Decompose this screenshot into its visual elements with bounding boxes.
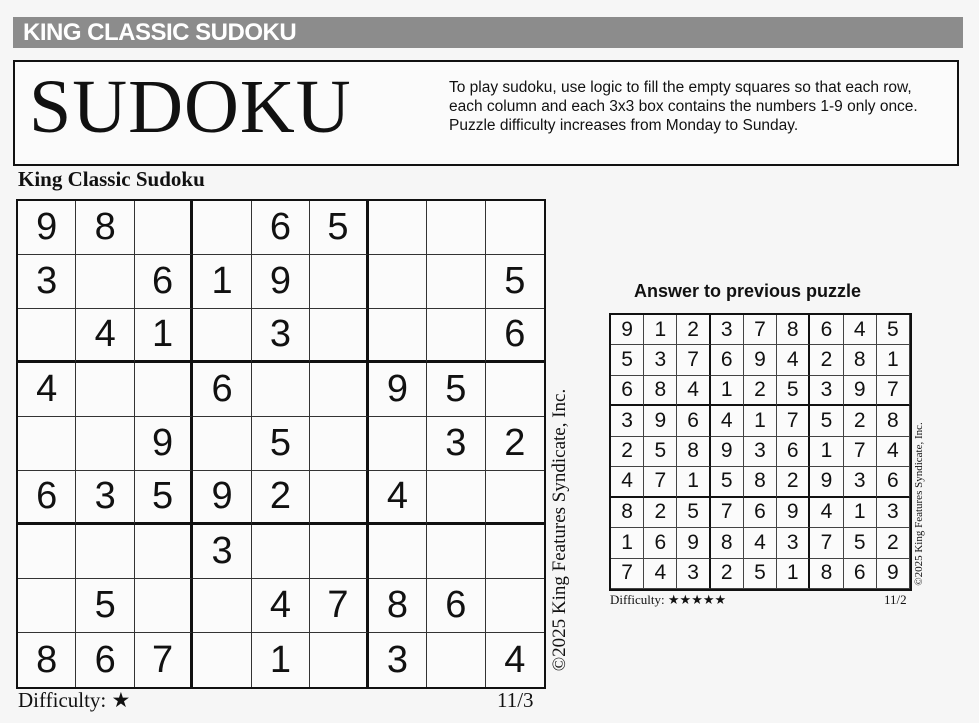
- answer-difficulty: Difficulty: ★★★★★: [610, 592, 727, 607]
- sudoku-cell[interactable]: 6: [193, 363, 251, 417]
- answer-cell: 6: [744, 498, 777, 528]
- answer-cell: 6: [810, 315, 843, 345]
- answer-cell: 7: [877, 376, 910, 406]
- answer-cell: 2: [677, 315, 710, 345]
- answer-cell: 2: [744, 376, 777, 406]
- answer-cell: 8: [744, 467, 777, 497]
- answer-cell: 4: [777, 345, 810, 375]
- sudoku-cell[interactable]: 9: [252, 255, 310, 309]
- sudoku-cell[interactable]: 1: [252, 633, 310, 687]
- answer-cell: 5: [611, 345, 644, 375]
- sudoku-cell[interactable]: 5: [486, 255, 544, 309]
- answer-cell: 8: [677, 437, 710, 467]
- answer-cell: 7: [711, 498, 744, 528]
- answer-cell: 5: [810, 406, 843, 436]
- sudoku-cell[interactable]: [427, 633, 485, 687]
- answer-cell: 3: [777, 528, 810, 558]
- sudoku-cell[interactable]: 3: [252, 309, 310, 363]
- puzzle-copyright: ©2025 King Features Syndicate, Inc.: [549, 388, 570, 672]
- answer-cell: 4: [877, 437, 910, 467]
- sudoku-cell[interactable]: 3: [369, 633, 427, 687]
- sudoku-cell[interactable]: 4: [76, 309, 134, 363]
- answer-cell: 5: [877, 315, 910, 345]
- sudoku-cell[interactable]: [193, 633, 251, 687]
- sudoku-cell[interactable]: 3: [193, 525, 251, 579]
- sudoku-cell[interactable]: 9: [18, 201, 76, 255]
- sudoku-cell[interactable]: 6: [486, 309, 544, 363]
- sudoku-cell[interactable]: [193, 309, 251, 363]
- answer-cell: 2: [844, 406, 877, 436]
- answer-cell: 9: [611, 315, 644, 345]
- section-banner: KING CLASSIC SUDOKU: [13, 17, 963, 48]
- sudoku-cell[interactable]: [427, 201, 485, 255]
- answer-cell: 6: [877, 467, 910, 497]
- answer-cell: 9: [644, 406, 677, 436]
- sudoku-cell[interactable]: 6: [18, 471, 76, 525]
- answer-cell: 1: [677, 467, 710, 497]
- answer-cell: 8: [611, 498, 644, 528]
- answer-cell: 4: [677, 376, 710, 406]
- sudoku-cell[interactable]: 5: [252, 417, 310, 471]
- answer-cell: 7: [744, 315, 777, 345]
- sudoku-cell[interactable]: 7: [135, 633, 193, 687]
- sudoku-cell[interactable]: 6: [427, 579, 485, 633]
- sudoku-cell[interactable]: [76, 255, 134, 309]
- answer-cell: 4: [611, 467, 644, 497]
- sudoku-cell[interactable]: [252, 525, 310, 579]
- sudoku-cell[interactable]: [135, 525, 193, 579]
- sudoku-cell[interactable]: 9: [369, 363, 427, 417]
- answer-grid: [609, 313, 912, 591]
- answer-cell: 6: [677, 406, 710, 436]
- answer-cell: 7: [644, 467, 677, 497]
- answer-cell: 9: [777, 498, 810, 528]
- answer-cell: 2: [877, 528, 910, 558]
- answer-cell: 7: [611, 559, 644, 589]
- answer-cell: 1: [844, 498, 877, 528]
- answer-cell: 5: [744, 559, 777, 589]
- answer-cell: 1: [777, 559, 810, 589]
- answer-cell: 1: [644, 315, 677, 345]
- answer-copyright: ©2025 King Features Syndicate, Inc.: [913, 422, 925, 586]
- page-title: SUDOKU: [29, 65, 352, 149]
- sudoku-cell[interactable]: 4: [252, 579, 310, 633]
- sudoku-cell[interactable]: [427, 471, 485, 525]
- answer-cell: 4: [844, 315, 877, 345]
- answer-cell: 3: [877, 498, 910, 528]
- sudoku-cell[interactable]: 5: [427, 363, 485, 417]
- answer-cell: 5: [711, 467, 744, 497]
- sudoku-cell[interactable]: [135, 363, 193, 417]
- answer-cell: 3: [644, 345, 677, 375]
- sudoku-cell[interactable]: 5: [310, 201, 368, 255]
- answer-cell: 7: [844, 437, 877, 467]
- answer-title: Answer to previous puzzle: [634, 281, 862, 301]
- sudoku-cell[interactable]: [18, 417, 76, 471]
- sudoku-cell[interactable]: [310, 255, 368, 309]
- sudoku-cell[interactable]: [135, 579, 193, 633]
- sudoku-cell[interactable]: 8: [369, 579, 427, 633]
- sudoku-cell[interactable]: [369, 417, 427, 471]
- sudoku-cell[interactable]: [310, 525, 368, 579]
- answer-date: 11/2: [884, 592, 907, 607]
- answer-cell: 3: [844, 467, 877, 497]
- sudoku-cell[interactable]: [369, 201, 427, 255]
- answer-cell: 7: [777, 406, 810, 436]
- answer-cell: 4: [744, 528, 777, 558]
- answer-cell: 6: [644, 528, 677, 558]
- answer-cell: 8: [644, 376, 677, 406]
- sudoku-cell[interactable]: [193, 201, 251, 255]
- answer-cell: 8: [844, 345, 877, 375]
- sudoku-cell[interactable]: 6: [252, 201, 310, 255]
- answer-cell: 3: [711, 315, 744, 345]
- answer-cell: 6: [844, 559, 877, 589]
- answer-cell: 1: [744, 406, 777, 436]
- sudoku-cell[interactable]: [486, 201, 544, 255]
- answer-cell: 1: [810, 437, 843, 467]
- sudoku-cell[interactable]: 5: [76, 579, 134, 633]
- answer-cell: 1: [877, 345, 910, 375]
- sudoku-cell[interactable]: 3: [427, 417, 485, 471]
- answer-cell: 9: [844, 376, 877, 406]
- sudoku-cell[interactable]: 6: [135, 255, 193, 309]
- header-box: [13, 60, 959, 166]
- sudoku-cell[interactable]: 6: [76, 633, 134, 687]
- answer-cell: 1: [611, 528, 644, 558]
- sudoku-cell[interactable]: [310, 471, 368, 525]
- sudoku-cell[interactable]: [427, 255, 485, 309]
- sudoku-cell[interactable]: [486, 525, 544, 579]
- sudoku-cell[interactable]: [369, 255, 427, 309]
- answer-cell: 8: [810, 559, 843, 589]
- sudoku-cell[interactable]: 2: [486, 417, 544, 471]
- sudoku-cell[interactable]: 4: [504, 638, 526, 681]
- answer-cell: 3: [810, 376, 843, 406]
- sudoku-cell[interactable]: [18, 525, 76, 579]
- sudoku-cell[interactable]: [76, 525, 134, 579]
- puzzle-difficulty: Difficulty: ★: [18, 688, 131, 712]
- sudoku-cell[interactable]: 4: [369, 471, 427, 525]
- sudoku-cell[interactable]: 7: [310, 579, 368, 633]
- answer-cell: 9: [810, 467, 843, 497]
- sudoku-cell[interactable]: [486, 471, 544, 525]
- answer-cell: 3: [611, 406, 644, 436]
- instructions-text: To play sudoku, use logic to fill the empty squares so that each row, each column and each 3x3 box contains the numbers 1-9 only once. Puzzle difficulty increases from Monday to Sunday.: [449, 79, 918, 134]
- sudoku-cell[interactable]: 4: [18, 363, 76, 417]
- sudoku-cell[interactable]: 1: [193, 255, 251, 309]
- answer-cell: 5: [677, 498, 710, 528]
- puzzle-label: King Classic Sudoku: [18, 167, 205, 191]
- sudoku-cell[interactable]: 9: [135, 417, 193, 471]
- sudoku-puzzle-grid: [16, 199, 546, 689]
- answer-cell: 4: [644, 559, 677, 589]
- sudoku-cell[interactable]: [76, 417, 134, 471]
- answer-cell: 6: [777, 437, 810, 467]
- sudoku-cell[interactable]: 2: [252, 471, 310, 525]
- answer-cell: 7: [677, 345, 710, 375]
- sudoku-cell[interactable]: [135, 201, 193, 255]
- answer-cell: 3: [677, 559, 710, 589]
- answer-cell: 2: [777, 467, 810, 497]
- sudoku-cell[interactable]: 8: [76, 201, 134, 255]
- answer-cell: 8: [777, 315, 810, 345]
- answer-cell: 9: [877, 559, 910, 589]
- sudoku-cell[interactable]: [310, 309, 368, 363]
- sudoku-cell[interactable]: [18, 309, 76, 363]
- sudoku-cell[interactable]: [18, 579, 76, 633]
- sudoku-cell[interactable]: [369, 525, 427, 579]
- answer-cell: 1: [711, 376, 744, 406]
- answer-cell: 9: [711, 437, 744, 467]
- answer-cell: 9: [677, 528, 710, 558]
- answer-cell: 4: [810, 498, 843, 528]
- answer-cell: 3: [744, 437, 777, 467]
- answer-cell: 2: [611, 437, 644, 467]
- sudoku-cell[interactable]: [193, 579, 251, 633]
- sudoku-cell[interactable]: [486, 363, 544, 417]
- sudoku-cell[interactable]: [193, 417, 251, 471]
- answer-cell: 6: [711, 345, 744, 375]
- answer-cell: 5: [777, 376, 810, 406]
- sudoku-cell[interactable]: [310, 363, 368, 417]
- sudoku-cell[interactable]: [427, 525, 485, 579]
- answer-cell: 2: [644, 498, 677, 528]
- answer-cell: 9: [744, 345, 777, 375]
- sudoku-cell[interactable]: [486, 579, 544, 633]
- answer-cell: 5: [644, 437, 677, 467]
- answer-cell: 4: [711, 406, 744, 436]
- puzzle-date: 11/3: [497, 688, 534, 712]
- sudoku-cell[interactable]: [310, 633, 368, 687]
- answer-cell: 6: [611, 376, 644, 406]
- sudoku-cell[interactable]: [310, 417, 368, 471]
- sudoku-cell[interactable]: 9: [193, 471, 251, 525]
- sudoku-cell[interactable]: 1: [135, 309, 193, 363]
- answer-cell: 8: [877, 406, 910, 436]
- sudoku-cell[interactable]: 5: [135, 471, 193, 525]
- answer-cell: 5: [844, 528, 877, 558]
- answer-cell: 2: [711, 559, 744, 589]
- answer-cell: 2: [810, 345, 843, 375]
- sudoku-cell[interactable]: 3: [76, 471, 134, 525]
- answer-cell: 7: [810, 528, 843, 558]
- sudoku-cell[interactable]: [252, 363, 310, 417]
- answer-cell: 8: [711, 528, 744, 558]
- sudoku-cell[interactable]: 3: [18, 255, 76, 309]
- sudoku-cell[interactable]: [76, 363, 134, 417]
- sudoku-cell[interactable]: [369, 309, 427, 363]
- sudoku-cell[interactable]: 8: [18, 633, 76, 687]
- sudoku-cell[interactable]: [427, 309, 485, 363]
